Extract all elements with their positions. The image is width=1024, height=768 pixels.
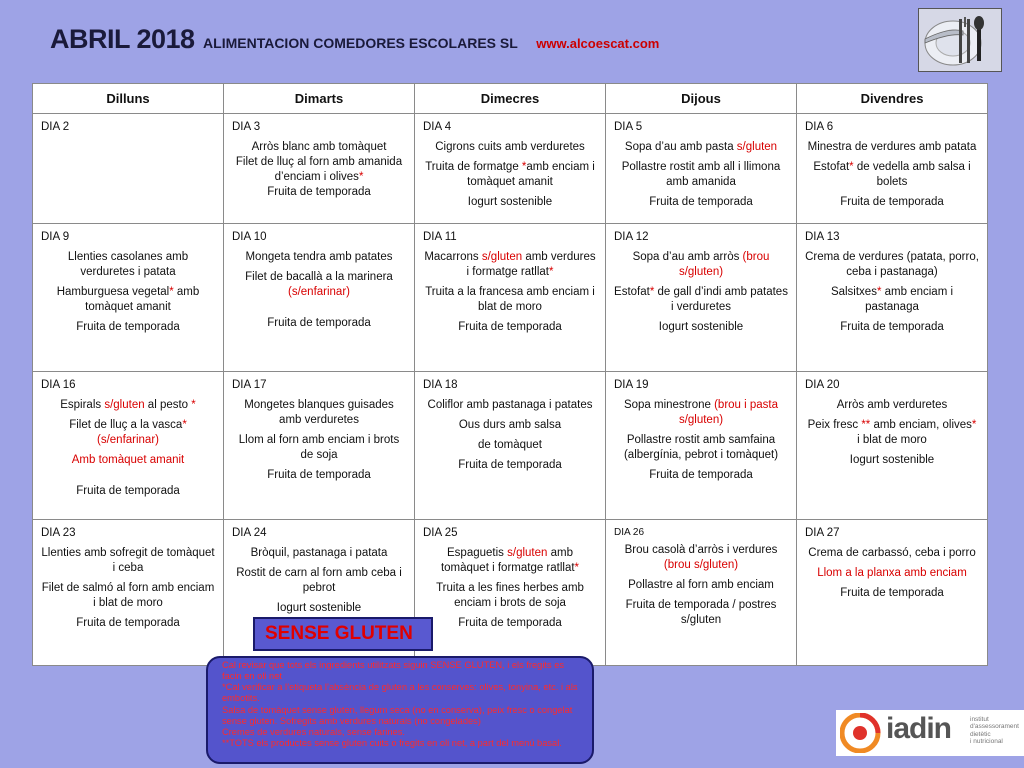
column-header-dimarts: Dimarts [224,84,415,114]
cutlery-plate-icon [918,8,1002,72]
day-label: DIA 25 [423,527,458,539]
table-cell [606,372,797,520]
dish: Fruita de temporada [76,616,180,629]
day-label: DIA 26 [614,527,645,538]
menu-table [32,83,988,666]
dish: Sopa minestrone (brou i pasta s/gluten) [623,398,779,426]
company-name: ALIMENTACION COMEDORES ESCOLARES SL [203,35,518,51]
iadin-name: iadin [886,712,952,745]
dish: Truita a les fines herbes amb enciam i brots de soja [436,581,584,609]
dish: Espirals s/gluten al pesto * [60,398,196,411]
dish: Estofat* de vedella amb salsa i bolets [813,160,971,188]
dish: Rostit de carn al forn amb ceba i pebrot [236,566,402,594]
dish: Fruita de temporada [267,316,371,329]
dish: Salsitxes* amb enciam i pastanaga [830,285,954,313]
table-cell [33,372,224,520]
iadin-logo [836,710,1024,756]
day-label: DIA 3 [232,121,261,133]
table-cell [606,520,797,666]
day-label: DIA 16 [41,379,76,391]
dish: Fruita de temporada [840,320,944,333]
dish: Fruita de temporada [267,185,371,198]
dish: Fruita de temporada [649,195,753,208]
table-cell [415,224,606,372]
day-label: DIA 19 [614,379,649,391]
dish: Peix fresc ** amb enciam, olives* i blat de moro [807,418,977,446]
table-cell [224,114,415,224]
dish-note: (s/enfarinar) [97,433,159,446]
table-header-row [33,84,988,114]
dish: Fruita de temporada [76,320,180,333]
dish: Mongetes blanques guisades amb verduretes [244,398,394,426]
dish: Pollastre al forn amb enciam [628,578,774,591]
dish: Pollastre rostit amb all i llimona amb amanida [621,160,781,188]
dish: Bròquil, pastanaga i patata [250,546,388,559]
dish: Truita a la francesa amb enciam i blat de moro [425,285,595,313]
iadin-symbol-icon [840,713,882,753]
table-cell [415,372,606,520]
dish: Fruita de temporada [458,616,562,629]
table-cell [797,114,988,224]
dish: Fruita de temporada [458,320,562,333]
dish: Coliflor amb pastanaga i patates [427,398,593,411]
day-label: DIA 23 [41,527,76,539]
day-label: DIA 27 [805,527,840,539]
table-cell [415,520,606,666]
gluten-note: Salsa de tomàquet sense gluten, llegum seca (no en conserva), peix fresc o congelat sense gluten. Sofregits amb verdures naturals (no congelades) [222,704,573,726]
dish: Iogurt sostenible [849,453,935,466]
dish: de tomàquet [478,438,542,451]
table-cell [797,520,988,666]
dish: Fruita de temporada [840,195,944,208]
dish: Llenties casolanes amb verduretes i patata [67,250,189,278]
dish: Ous durs amb salsa [458,418,562,431]
dish: Arròs amb verduretes [836,398,948,411]
sense-gluten-label: SENSE GLUTEN [253,617,433,651]
dish: Sopa d’au amb pasta s/gluten [624,140,778,153]
dish-note: Amb tomàquet amanit [71,453,185,466]
table-cell [33,114,224,224]
dish: Llom a la planxa amb enciam [817,566,967,579]
column-header-dilluns: Dilluns [33,84,224,114]
table-row [33,224,988,372]
dish: Crema de carbassó, ceba i porro [808,546,976,559]
table-cell [606,114,797,224]
dish: Iogurt sostenible [658,320,744,333]
day-label: DIA 11 [423,231,457,243]
dish: Filet de lluç al forn amb amanida d’enciam i olives* [235,155,403,183]
iadin-subtitle: institut d'assessorament dietètic i nutricional [970,716,1019,746]
dish: Llenties amb sofregit de tomàquet i ceba [41,546,215,574]
column-header-dijous: Dijous [606,84,797,114]
dish: Fruita de temporada [76,484,180,497]
day-label: DIA 13 [805,231,840,243]
gluten-note: **TOTS els productes sense gluten cuits o fregits en oli net, a part del menú basal. [222,738,562,749]
dish: Filet de salmó al forn amb enciam i blat de moro [41,581,215,609]
dish: Llom al forn amb enciam i brots de soja [238,433,400,461]
dish: Iogurt sostenible [467,195,553,208]
dish: Truita de formatge *amb enciam i tomàquet amanit [425,160,595,188]
day-label: DIA 2 [41,121,70,133]
column-header-divendres: Divendres [797,84,988,114]
day-label: DIA 4 [423,121,452,133]
dish: Estofat* de gall d’indi amb patates i verduretes [614,285,788,313]
dish: Fruita de temporada [840,586,944,599]
dish: Pollastre rostit amb samfaina (albergínia, pebrot i tomàquet) [623,433,779,461]
table-cell [606,224,797,372]
dish: Mongeta tendra amb patates [245,250,393,263]
table-cell [797,372,988,520]
dish: Macarrons s/gluten amb verdures i formatge ratllat* [424,250,596,278]
dish: Fruita de temporada [458,458,562,471]
gluten-note: *Cal verificar a l’etiqueta l’absència de gluten a les conserves: olives, tonyina, etc. i als embotits. [222,682,578,704]
website-link[interactable]: www.alcoescat.com [536,36,660,51]
table-row [33,372,988,520]
dish-note: (brou s/gluten) [663,558,739,571]
day-label: DIA 17 [232,379,267,391]
dish: Minestra de verdures amb patata [807,140,977,153]
table-cell [224,224,415,372]
day-label: DIA 5 [614,121,643,133]
gluten-note: Cremes de verdures naturals, sense farines. [222,726,405,737]
dish: Crema de verdures (patata, porro, ceba i pastanaga) [805,250,979,278]
dish: Fruita de temporada / postres s/gluten [625,598,777,626]
dish: Espaguetis s/gluten amb tomàquet i formatge ratllat* [440,546,580,574]
dish: Hamburguesa vegetal* amb tomàquet amanit [56,285,200,313]
dish: Fruita de temporada [267,468,371,481]
dish: Filet de lluç a la vasca* [69,418,187,431]
day-label: DIA 18 [423,379,458,391]
dish: Filet de bacallà a la marinera [245,270,393,283]
table-row [33,114,988,224]
day-label: DIA 20 [805,379,840,391]
gluten-note: Cal revisar que tots els ingredients utilitzats siguin SENSE GLUTEN, i els fregits es facin en oli net [222,660,565,682]
day-label: DIA 24 [232,527,267,539]
table-cell [33,520,224,666]
gluten-notes-box [206,656,594,764]
table-row [33,520,988,666]
day-label: DIA 12 [614,231,649,243]
dish-note: (s/enfarinar) [288,285,350,298]
table-cell [415,114,606,224]
dish: Cigrons cuits amb verduretes [435,140,585,153]
table-cell [224,372,415,520]
day-label: DIA 6 [805,121,834,133]
column-header-dimecres: Dimecres [415,84,606,114]
table-cell [33,224,224,372]
dish: Arròs blanc amb tomàquet [251,140,387,153]
dish: Iogurt sostenible [276,601,362,614]
day-label: DIA 10 [232,231,267,243]
page-header [50,24,659,55]
dish: Sopa d’au amb arròs (brou s/gluten) [632,250,770,278]
day-label: DIA 9 [41,231,70,243]
dish: Fruita de temporada [649,468,753,481]
page-title: ABRIL 2018 [50,24,195,54]
table-cell [797,224,988,372]
dish: Brou casolà d’arròs i verdures [624,544,778,556]
